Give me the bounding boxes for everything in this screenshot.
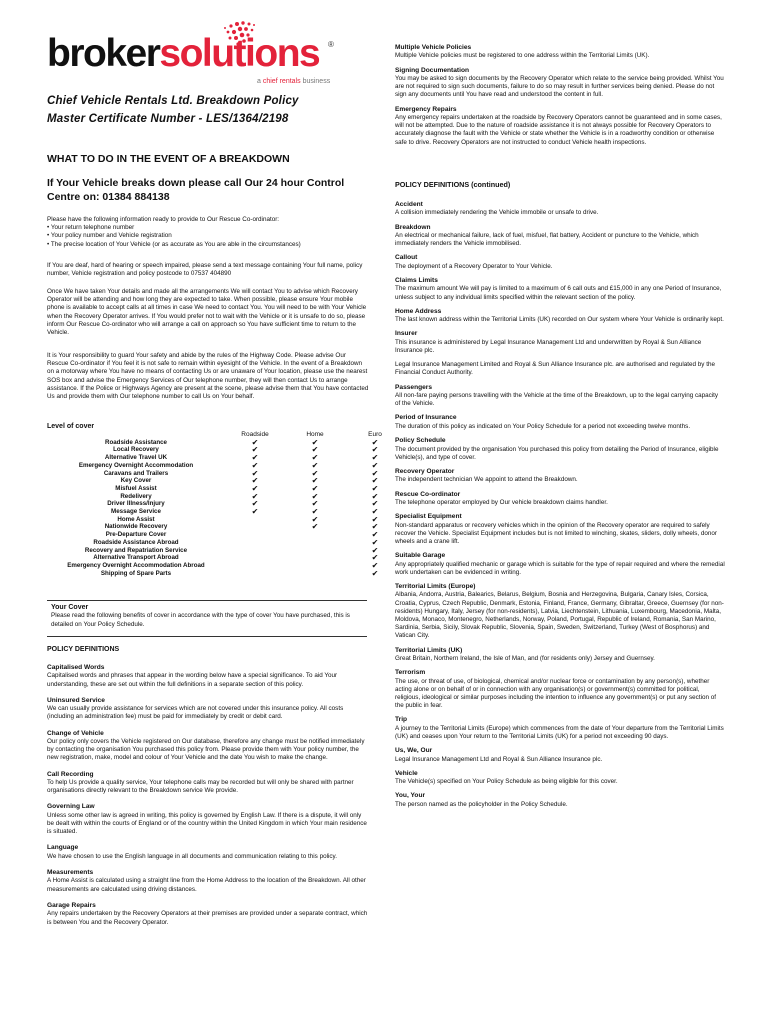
- definition-text: The document provided by the organisation You purchased this policy from detailing the Period of Insurance, eligible Vehicle(s), and type of cover.: [395, 445, 719, 461]
- cover-row: [47, 508, 405, 516]
- definition-text: A journey to the Territorial Limits (Europe) which commences from the date of Your departure from the Territorial Limits (UK) and ceases upon Your return to the Territorial Limits (UK) for a period not exceeding 90 days.: [395, 724, 724, 741]
- definition-text: A Home Assist is calculated using a straight line from the Home Address to the location of the Breakdown. All other measurements are calculated using driving distances.: [47, 877, 366, 893]
- cover-row: [47, 470, 405, 478]
- logo-tagline: a chief rentals business: [257, 78, 331, 85]
- cover-feature-label: Local Recovery: [113, 446, 159, 454]
- cover-table: [47, 431, 405, 577]
- checkmark-icon: ✔: [371, 468, 379, 478]
- checkmark-icon: [285, 554, 345, 562]
- cover-feature-label: Misfuel Assist: [115, 484, 157, 492]
- definition-title: Claims Limits: [395, 277, 438, 285]
- definition-item: [47, 902, 369, 927]
- definition-title: Trip: [395, 716, 408, 724]
- definition-title: Call Recording: [47, 770, 94, 778]
- checkmark-icon: ✔: [311, 499, 319, 509]
- checkmark-icon: [225, 531, 285, 539]
- checkmark-icon: [285, 539, 345, 547]
- definition-text: Any appropriately qualified mechanic or garage which is suitable for the type of repair required and where the remedial work undertaken can be evidenced in writing.: [395, 560, 725, 576]
- definition-title: Specialist Equipment: [395, 513, 462, 521]
- definition-text: Capitalised words and phrases that appear in the wording below have a special significance. To aid Your understanding, these are set out within the full definitions in a separate section of this policy.: [47, 672, 338, 688]
- checkmark-icon: [225, 570, 285, 578]
- definition-item: [395, 513, 725, 546]
- policy-header: [47, 92, 367, 128]
- cover-row: [47, 446, 405, 454]
- cover-feature-label: Emergency Overnight Accommodation: [78, 461, 194, 469]
- definition-text: An electrical or mechanical failure, lack of fuel, misfuel, flat battery, Accident or puncture to the Vehicle, which immediately renders the Vehicle immobilised.: [395, 232, 699, 248]
- definition-item: [395, 716, 725, 741]
- cover-feature-label: Driver Illness/Injury: [107, 500, 165, 508]
- checkmark-icon: [285, 562, 345, 570]
- checkmark-icon: [285, 570, 345, 578]
- definition-title: Vehicle: [395, 769, 418, 777]
- checkmark-icon: ✔: [251, 499, 259, 509]
- right-column-top: Multiple Vehicle Policies Multiple Vehicle policies must be registered to one address within the Territorial Limits (UK). Signing Documentation You may be asked to sign documents by the Recovery Operator which relate to the service being provided. Whilst You are not required to sign such documents, failure to do so may result in further services being denied. Please do not sign any documents until You have read and understood the content in full. Emergency Repairs Any emergency repairs undertaken at the roadside by Recovery Operators cannot be guaranteed and in some cases, will not be attempted. Due to the nature of roadside assistance it is not always possible for Recovery Operators to accurately diagnose the fault with the Vehicle or state whether the Vehicle is in a roadworthy condition or otherwise safe to drive. Recovery Operators are not instructed to conduct Vehicle health inspections.: [395, 44, 724, 146]
- deaf-instructions: If You are deaf, hard of hearing or speech impaired, please send a text message containing Your full name, policy number, Vehicle registration and policy postcode to 07537 404890: [47, 262, 363, 278]
- definition-item: [395, 330, 725, 355]
- column-roadside: Roadside: [241, 431, 269, 438]
- checkmark-icon: ✔: [311, 476, 319, 486]
- definition-text: Legal Insurance Management Ltd and Royal & Sun Alliance Insurance plc.: [395, 755, 603, 763]
- definition-item: [395, 647, 725, 664]
- checkmark-icon: ✔: [371, 445, 379, 455]
- definition-item: [47, 803, 369, 836]
- cover-row: [47, 547, 405, 555]
- cover-feature-label: Key Cover: [120, 477, 152, 485]
- definition-title: Capitalised Words: [47, 664, 105, 671]
- definition-text: A collision immediately rendering the Vehicle immobile or unsafe to drive.: [395, 209, 599, 217]
- checkmark-icon: ✔: [311, 460, 319, 470]
- definition-text: This insurance is administered by Legal Insurance Management Ltd and underwritten by Royal & Sun Alliance Insurance plc.: [395, 338, 702, 355]
- checkmark-icon: ✔: [371, 568, 379, 578]
- definition-text: The independent technician We appoint to attend the Breakdown.: [395, 476, 578, 484]
- checkmark-icon: ✔: [251, 476, 259, 486]
- definition-item: [395, 747, 725, 764]
- definition-text: We can usually provide assistance for services which are not covered under this insurance policy. All costs (including an administration fee) must be paid for immediately by credit or debit card.: [47, 705, 344, 721]
- cover-row: [47, 523, 405, 531]
- info-item: • Your policy number and Vehicle registration: [47, 232, 172, 240]
- definition-text: Our policy only covers the Vehicle registered on Our database, therefore any change must be notified immediately by contacting the organisation You purchased this policy from. Please provide them with Your policy number, the new registration, make, model and colour of Your Vehicle and the date You wish to make the change.: [47, 738, 365, 762]
- checkmark-icon: ✔: [251, 453, 259, 463]
- checkmark-icon: ✔: [371, 483, 379, 493]
- definition-text: To help Us provide a quality service, Your telephone calls may be recorded but will only be shared with partner organisations directly relevant to the Breakdown service We provide.: [47, 779, 354, 795]
- checkmark-icon: ✔: [251, 491, 259, 501]
- definition-item: [395, 669, 725, 710]
- info-item: • Your return telephone number: [47, 224, 135, 232]
- logo-broker-text: broker: [47, 32, 160, 75]
- checkmark-icon: [285, 547, 345, 555]
- checkmark-icon: ✔: [371, 545, 379, 555]
- logo-solutions-text: solutions: [159, 32, 320, 75]
- definition-title: Territorial Limits (Europe): [395, 582, 476, 590]
- definition-title: Language: [47, 844, 79, 852]
- definition-title: Insurer: [395, 330, 418, 338]
- checkmark-icon: ✔: [371, 522, 379, 532]
- info-required: Please have the following information ready to provide to Our Rescue Co-ordinator: • Your return telephone number • Your policy number and Vehicle registration • The precise location of Your Vehicle (or as accurate as You are able in the circumstances): [47, 216, 369, 249]
- your-cover-text: Please read the following benefits of cover in accordance with the type of cover You have purchased, this is detailed on Your Policy Schedule.: [51, 612, 350, 628]
- definition-item: [395, 770, 725, 787]
- definition-title: Policy Schedule: [395, 437, 446, 445]
- definition-item: [395, 414, 725, 431]
- checkmark-icon: [225, 523, 285, 531]
- definition-item: [395, 277, 725, 302]
- cover-feature-label: Recovery and Repatriation Service: [84, 546, 188, 554]
- cover-feature-label: Alternative Transport Abroad: [93, 554, 179, 562]
- cover-feature-label: Pre-Departure Cover: [105, 531, 167, 539]
- definition-item: [395, 254, 725, 271]
- cover-row: [47, 562, 405, 570]
- checkmark-icon: [225, 547, 285, 555]
- checkmark-icon: ✔: [371, 553, 379, 563]
- definition-item: [395, 201, 725, 218]
- cover-row: [47, 531, 405, 539]
- checkmark-icon: ✔: [311, 491, 319, 501]
- definition-item: [395, 384, 725, 409]
- cover-row: [47, 477, 405, 485]
- definition-title: Breakdown: [395, 223, 431, 231]
- checkmark-icon: ✔: [371, 530, 379, 540]
- checkmark-icon: ✔: [371, 514, 379, 524]
- cover-feature-label: Roadside Assistance Abroad: [93, 538, 179, 546]
- definition-text: The person named as the policyholder in the Policy Schedule.: [395, 800, 568, 808]
- checkmark-icon: ✔: [311, 468, 319, 478]
- registered-mark: ®: [328, 40, 334, 49]
- definition-text: The last known address within the Territorial Limits (UK) recorded on Our system where Your Vehicle is ordinarily kept.: [395, 316, 724, 324]
- level-of-cover-heading: Level of cover: [47, 423, 95, 430]
- checkmark-icon: ✔: [371, 560, 379, 570]
- definition-title: Territorial Limits (UK): [395, 646, 463, 654]
- definition-title: Governing Law: [47, 803, 95, 811]
- definition-title: Garage Repairs: [47, 901, 96, 909]
- definition-text: Great Britain, Northern Ireland, the Isle of Man, and (for residents only) Jersey and Guernsey.: [395, 654, 655, 662]
- checkmark-icon: ✔: [371, 476, 379, 486]
- policy-definitions-continued-heading: POLICY DEFINITIONS (continued): [395, 180, 511, 189]
- cover-row: [47, 462, 405, 470]
- checkmark-icon: [225, 562, 285, 570]
- definition-title: You, Your: [395, 792, 426, 800]
- definition-item: [395, 224, 725, 249]
- policy-title: Chief Vehicle Rentals Ltd. Breakdown Policy: [47, 95, 299, 107]
- checkmark-icon: ✔: [311, 514, 319, 524]
- definition-text: The duration of this policy as indicated on Your Policy Schedule for a period not exceeding twelve months.: [395, 422, 691, 430]
- checkmark-icon: ✔: [371, 507, 379, 517]
- definition-title: Recovery Operator: [395, 467, 455, 475]
- definition-title: Suitable Garage: [395, 552, 446, 560]
- checkmark-icon: ✔: [251, 437, 259, 447]
- checkmark-icon: [225, 539, 285, 547]
- cover-row: [47, 539, 405, 547]
- definition-title: Change of Vehicle: [47, 729, 104, 737]
- definition-title: Callout: [395, 254, 418, 262]
- definition-text: Legal Insurance Management Limited and Royal & Sun Alliance Insurance plc. are authorised and regulated by the Financial Conduct Authority.: [395, 361, 715, 377]
- definition-item: [47, 844, 369, 861]
- checkmark-icon: ✔: [311, 522, 319, 532]
- definition-item: [47, 869, 369, 894]
- checkmark-icon: ✔: [311, 437, 319, 447]
- cover-feature-label: Message Service: [111, 508, 161, 516]
- definition-item: [395, 308, 725, 325]
- definition-text: The Vehicle(s) specified on Your Policy Schedule as being eligible for this cover.: [395, 778, 618, 786]
- definition-text: The deployment of a Recovery Operator to Your Vehicle.: [395, 262, 553, 270]
- certificate-number: Master Certificate Number - LES/1364/2198: [47, 113, 289, 125]
- definition-item: [395, 792, 725, 809]
- checkmark-icon: ✔: [311, 483, 319, 493]
- definition-text: Any repairs undertaken by the Recovery Operators at their premises are provided under a separate contract, which is between You and the Recovery Operator.: [47, 910, 368, 926]
- definition-title: Rescue Co-ordinator: [395, 490, 461, 498]
- control-centre-callout: If Your Vehicle breaks down please call Our 24 hour Control Centre on: 01384 884138: [47, 177, 345, 203]
- definition-title: Uninsured Service: [47, 696, 105, 704]
- cover-feature-label: Caravans and Trailers: [103, 469, 169, 477]
- definition-title: Period of Insurance: [395, 414, 457, 422]
- definition-title: Measurements: [47, 869, 94, 877]
- definition-text: Non-standard apparatus or recovery vehicles which in the opinion of the Recovery operator are required to safely recover the Vehicle. Specialist Equipment includes but is not limited to winching, skates, sliders, dolly wheels, donor wheels and a crane lift.: [395, 521, 718, 545]
- policy-definitions-right: [395, 201, 725, 815]
- definition-item: [395, 491, 725, 508]
- checkmark-icon: [285, 531, 345, 539]
- cover-feature-label: Emergency Overnight Accommodation Abroad: [67, 561, 205, 569]
- cover-feature-label: Roadside Assistance: [104, 438, 167, 446]
- brokersolutions-logo: [47, 20, 347, 95]
- definition-text: Albania, Andorra, Austria, Balearics, Belarus, Belgium, Bosnia and Herzegovina, Bulgaria, Canary Isles, Corsica, Croatia, Cyprus, Czech Republic, Denmark, Estonia, Finland, France, Germany, Gibraltar, Greece, Guernsey (for non-residents) Hungary, Italy, Jersey (for non-residents), Latvia, Liechtenstein, Lithuania, Luxembourg, Macedonia, Malta, Moldova, Monaco, Montenegro, Netherlands, Norway, Poland, Portugal, Republic of Ireland, Romania, San Marino, Sardinia, Serbia, Sicily, Slovak Republic, Slovenia, Spain, Sweden, Switzerland, Turkey (West of Bosphorus) and Vatican City.: [395, 591, 724, 640]
- arrangements-text: Once We have taken Your details and made all the arrangements We will contact You to advise which Recovery Operator will be attending and how long they are expected to take. When possible, please ensure Your mobile phone is available to accept calls at all times in case We need to contact You. You will need to be with Your Vehicle when the Recovery Operator arrives. If You would prefer not to wait with the Vehicle or it is unsafe to do so, please inform Our Rescue Co-ordinator who will arrange a call on approach so You have sufficient time to return to the Vehicle.: [47, 288, 367, 337]
- cover-row: [47, 516, 405, 524]
- definition-item: [395, 437, 725, 462]
- cover-row: [47, 500, 405, 508]
- definition-item: [395, 583, 725, 641]
- checkmark-icon: ✔: [311, 453, 319, 463]
- cover-row: [47, 493, 405, 501]
- safety-text: It is Your responsibility to guard Your safety and abide by the rules of the Highway Code. Please advise Our Rescue Co-ordinator if You feel it is not safe to remain within eyesight of the Vehicle. In the event of a Breakdown on a motorway where You have no means of contacting Us or are unaware of Your location, please use the nearest SOS box and advise the Emergency Services of Our telephone number, they will then contact Us to arrange assistance. If the Police or Highways Agency are present at the scene, please advise them that You have contacted Us and provide them with Our telephone number to call Us on Your behalf.: [47, 352, 369, 401]
- checkmark-icon: ✔: [371, 491, 379, 501]
- definition-title: Terrorism: [395, 669, 426, 677]
- checkmark-icon: ✔: [251, 483, 259, 493]
- definition-item: [395, 552, 725, 577]
- definition-title: Accident: [395, 201, 423, 208]
- definition-text: The telephone operator employed by Our vehicle breakdown claims handler.: [395, 498, 608, 506]
- definition-item: [395, 361, 725, 377]
- cover-feature-label: Redelivery: [120, 492, 152, 500]
- definition-title: Us, We, Our: [395, 747, 433, 755]
- checkmark-icon: ✔: [251, 445, 259, 455]
- definition-title: Home Address: [395, 307, 442, 315]
- policy-definitions-heading: POLICY DEFINITIONS: [47, 646, 120, 653]
- cover-row: [47, 554, 405, 562]
- cover-feature-label: Shipping of Spare Parts: [100, 569, 172, 577]
- checkmark-icon: ✔: [251, 507, 259, 517]
- cover-feature-label: Alternative Travel UK: [104, 454, 168, 462]
- breakdown-heading: WHAT TO DO IN THE EVENT OF A BREAKDOWN: [47, 153, 290, 165]
- checkmark-icon: ✔: [251, 468, 259, 478]
- definition-item: [395, 468, 725, 485]
- policy-definitions-left: [47, 664, 369, 935]
- cover-row: [47, 454, 405, 462]
- checkmark-icon: ✔: [371, 453, 379, 463]
- definition-text: The use, or threat of use, of biological, chemical and/or nuclear force or contamination by any person(s), whether acting alone or on behalf of or in connection with any organisation(s) or government(s) committed for political, religious, ideological or similar purposes including the intention to influence any government(s) or put any section of the public in fear.: [395, 677, 716, 710]
- definition-item: [47, 771, 369, 796]
- your-cover-title: Your Cover: [51, 604, 89, 611]
- checkmark-icon: ✔: [371, 499, 379, 509]
- cover-row: [47, 570, 405, 578]
- column-home: Home: [306, 431, 324, 438]
- column-euro: Euro: [368, 431, 382, 438]
- your-cover-box: [47, 600, 367, 637]
- checkmark-icon: ✔: [371, 437, 379, 447]
- definition-text: Unless some other law is agreed in writing, this policy is governed by English Law. If there is a dispute, it will only be dealt with within the courts of England or of the country within the United Kingdom in which Your main residence is situated.: [47, 811, 367, 836]
- cover-row: [47, 439, 405, 447]
- checkmark-icon: [225, 516, 285, 524]
- definition-item: [47, 664, 369, 689]
- definition-item: [47, 697, 369, 722]
- checkmark-icon: ✔: [371, 537, 379, 547]
- cover-row: [47, 485, 405, 493]
- checkmark-icon: ✔: [371, 460, 379, 470]
- definition-text: We have chosen to use the English language in all documents and communication relating to this policy.: [47, 852, 337, 860]
- definition-item: [47, 730, 369, 763]
- info-item: • The precise location of Your Vehicle (or as accurate as You are able in the circumstances): [47, 240, 301, 248]
- definition-text: All non-fare paying persons travelling with the Vehicle at the time of the Breakdown, up to the legal carrying capacity of the Vehicle.: [395, 392, 719, 408]
- checkmark-icon: [225, 554, 285, 562]
- definition-text: The maximum amount We will pay is limited to a maximum of 6 call outs and £15,000 in any one Period of Insurance, unless subject to any individual limits specified within the relevant section of the policy.: [395, 285, 722, 301]
- definition-title: Passengers: [395, 383, 433, 391]
- checkmark-icon: ✔: [311, 445, 319, 455]
- checkmark-icon: ✔: [251, 460, 259, 470]
- cover-feature-label: Home Assist: [117, 515, 155, 523]
- checkmark-icon: ✔: [311, 507, 319, 517]
- cover-feature-label: Nationwide Recovery: [104, 523, 168, 531]
